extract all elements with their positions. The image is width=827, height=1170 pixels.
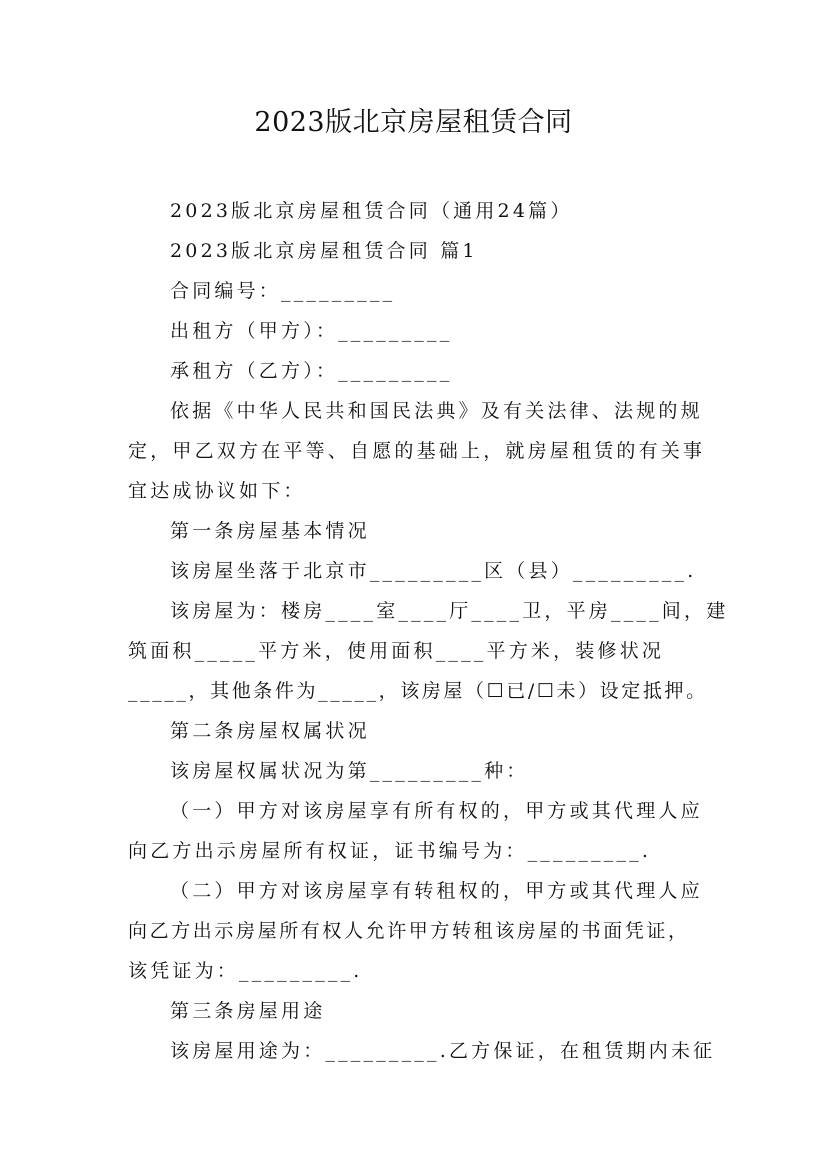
- body-line: 筑面积_____平方米，使用面积____平方米，装修状况: [128, 640, 665, 662]
- body-line: （一）甲方对该房屋享有所有权的，甲方或其代理人应: [170, 800, 703, 822]
- body-line: 依据《中华人民共和国民法典》及有关法律、法规的规: [170, 400, 703, 422]
- body-line: 该房屋用途为：_________.乙方保证，在租赁期内未征: [170, 1040, 716, 1062]
- body-line: 定，甲乙双方在平等、自愿的基础上，就房屋租赁的有关事: [128, 440, 706, 462]
- body-line: （二）甲方对该房屋享有转租权的，甲方或其代理人应: [170, 880, 703, 902]
- body-line: 向乙方出示房屋所有权人允许甲方转租该房屋的书面凭证，: [128, 920, 690, 942]
- lessor-line: 出租方（甲方）：_________: [170, 320, 453, 342]
- article-heading: 第二条房屋权属状况: [170, 720, 370, 742]
- body-line: 向乙方出示房屋所有权证，证书编号为：_________.: [128, 840, 652, 862]
- body-line: 宜达成协议如下：: [128, 480, 306, 502]
- body-line: 该凭证为：_________.: [128, 960, 363, 982]
- body-line: 该房屋坐落于北京市_________区（县）_________.: [170, 560, 697, 582]
- section-heading-line: 2023版北京房屋租赁合同 篇1: [170, 240, 478, 262]
- contract-number-line: 合同编号：_________: [170, 280, 396, 302]
- body-line: 该房屋为：楼房____室____厅____卫，平房____间，建: [170, 600, 729, 622]
- article-heading: 第三条房屋用途: [170, 1000, 326, 1022]
- body-line: _____，其他条件为_____，该房屋（☐已/☐未）设定抵押。: [128, 680, 708, 702]
- subtitle-line: 2023版北京房屋租赁合同（通用24篇）: [170, 200, 573, 222]
- document-title: 2023版北京房屋租赁合同: [254, 107, 573, 138]
- lessee-line: 承租方（乙方）：_________: [170, 360, 453, 382]
- article-heading: 第一条房屋基本情况: [170, 520, 370, 542]
- body-line: 该房屋权属状况为第_________种：: [170, 760, 529, 782]
